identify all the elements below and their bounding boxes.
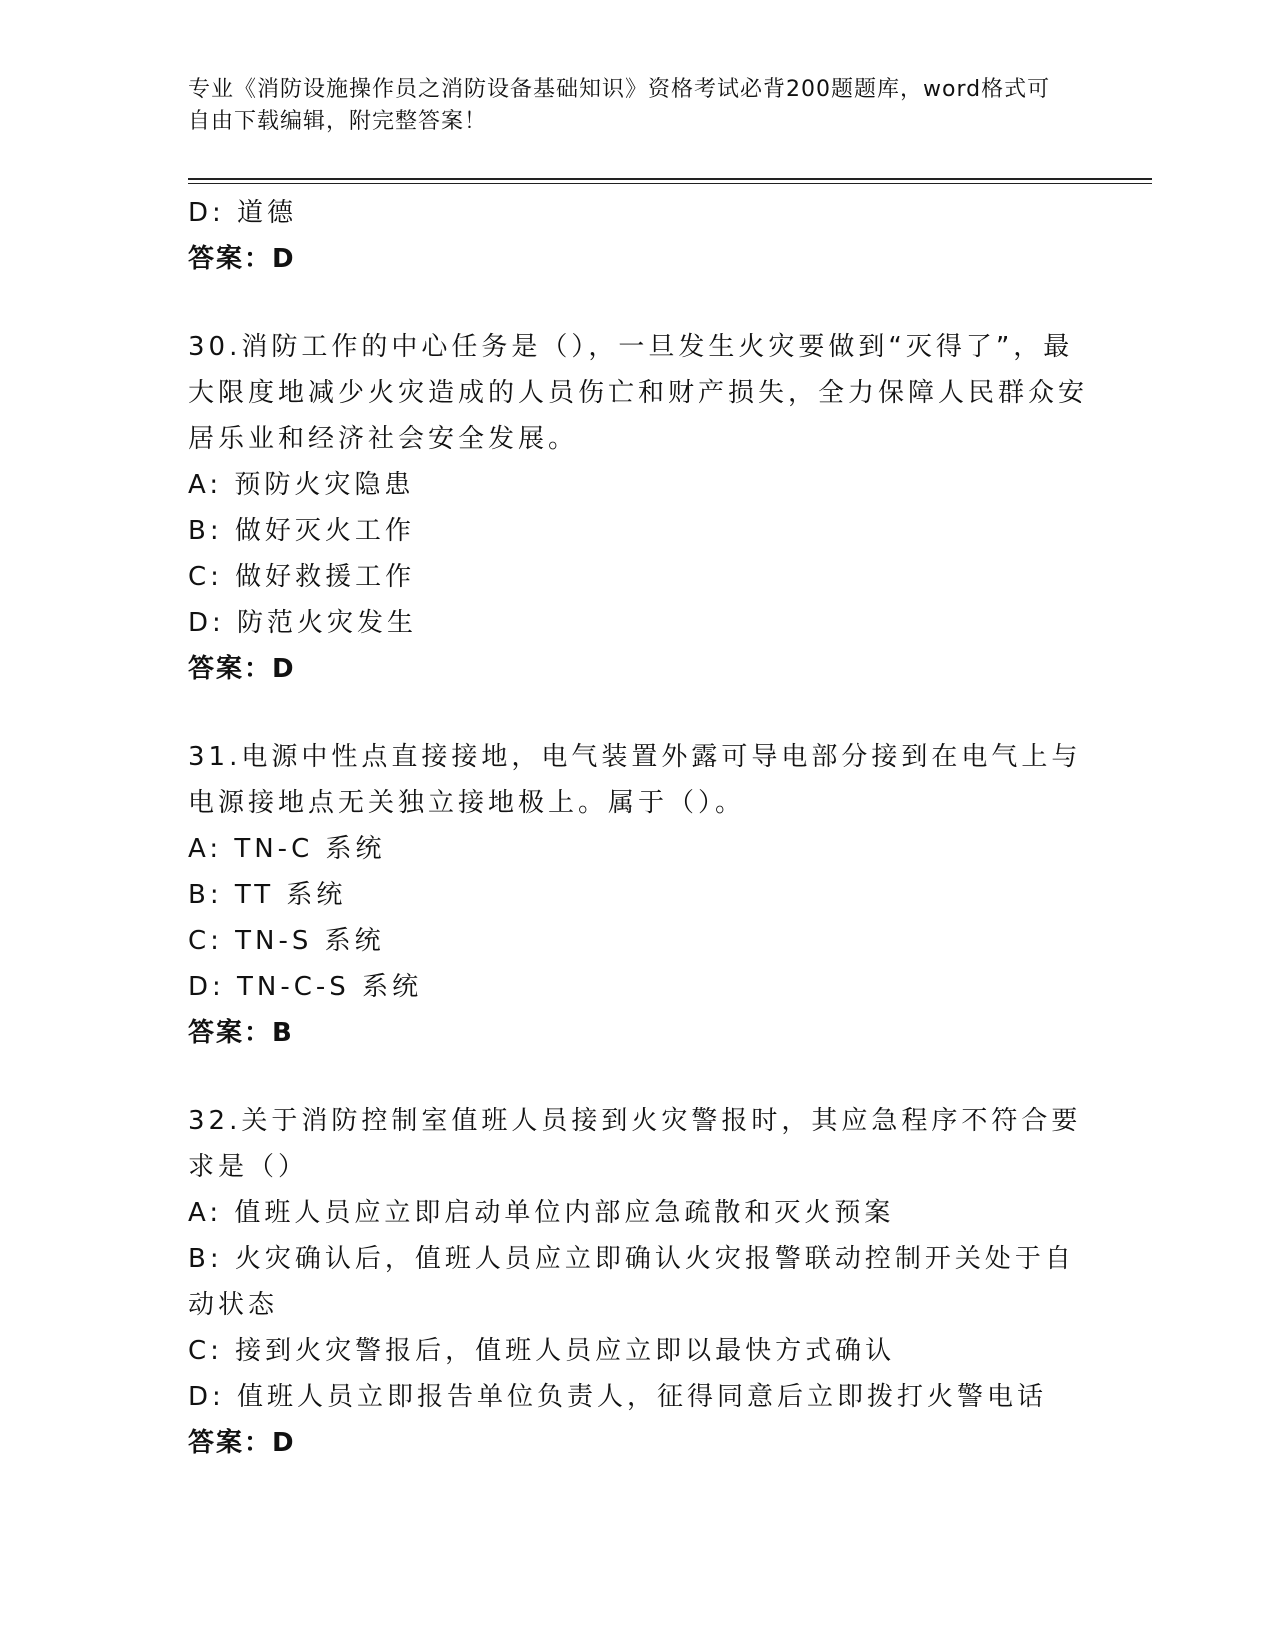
document-header: 专业《消防设施操作员之消防设备基础知识》资格考试必背200题题库，word格式可自由下载编辑，附完整答案！ [188,77,1051,134]
option-b: B: 火灾确认后，值班人员应立即确认火灾报警联动控制开关处于自动状态 [188,1244,1075,1320]
answer-line: 答案：D [188,654,296,684]
answer-line: 答案：D [188,1428,296,1458]
document-body [188,190,1088,1466]
option-c: C: TN-S 系统 [188,926,385,956]
question-stem: 30.消防工作的中心任务是（），一旦发生火灾要做到“灭得了”，最大限度地减少火灾造成的人员伤亡和财产损失，全力保障人民群众安居乐业和经济社会安全发展。 [188,332,1089,454]
question-stem: 31.电源中性点直接接地，电气装置外露可导电部分接到在电气上与电源接地点无关独立接地极上。属于（）。 [188,742,1082,818]
question-stem: 32.关于消防控制室值班人员接到火灾警报时，其应急程序不符合要求是（） [188,1106,1082,1182]
option-d: D: 值班人员立即报告单位负责人，征得同意后立即拨打火警电话 [188,1382,1048,1412]
option-b: B: TT 系统 [188,880,347,910]
option-a: A: 预防火灾隐患 [188,470,415,500]
option-d: D: 道德 [188,198,298,228]
option-c: C: 做好救援工作 [188,562,416,592]
header-rule-thin [188,183,1152,184]
answer-line: 答案：D [188,244,296,274]
question-32 [188,1098,1088,1466]
option-c: C: 接到火灾警报后，值班人员应立即以最快方式确认 [188,1336,896,1366]
option-d: D: TN-C-S 系统 [188,972,423,1002]
option-b: B: 做好灭火工作 [188,516,415,546]
previous-question-fragment [188,190,1088,282]
option-a: A: TN-C 系统 [188,834,386,864]
option-a: A: 值班人员应立即启动单位内部应急疏散和灭火预案 [188,1198,895,1228]
answer-line: 答案：B [188,1018,294,1048]
header-rule-thick [188,178,1152,180]
option-d: D: 防范火灾发生 [188,608,418,638]
question-30 [188,324,1088,692]
question-31 [188,734,1088,1056]
